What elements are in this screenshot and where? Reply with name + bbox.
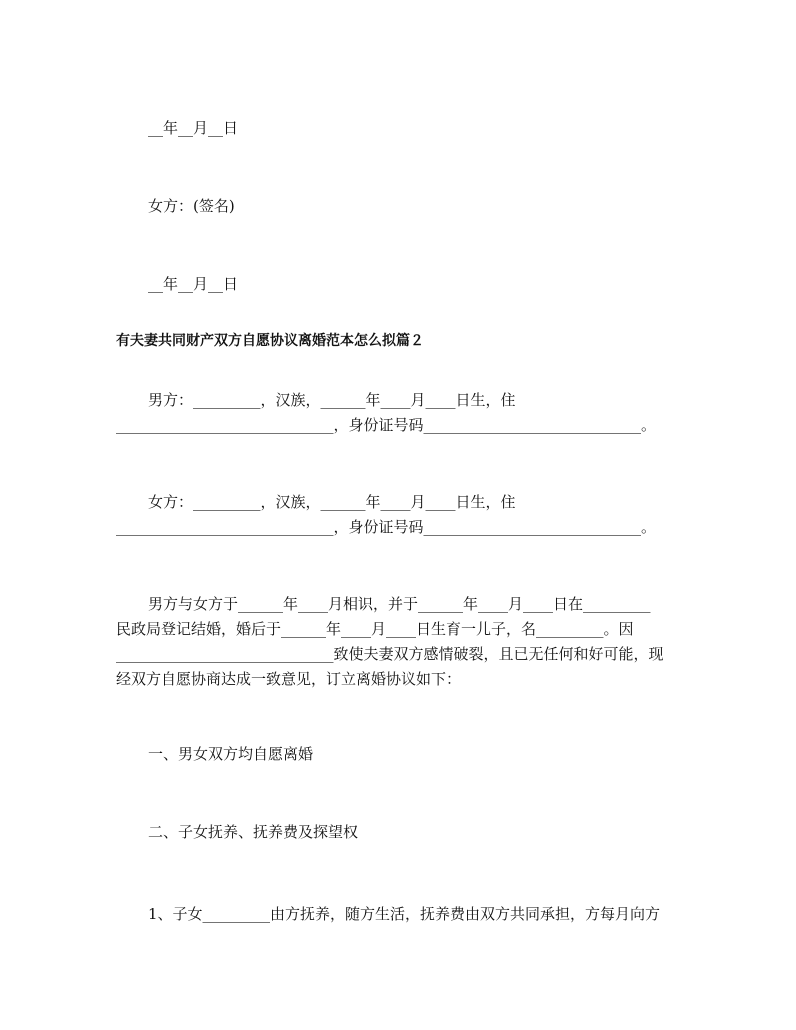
paragraph-line-1: 男方与女方于______年____月相识，并于______年____月____日在_________ xyxy=(148,595,651,613)
male-info-line-2: _____________________________，身份证号码_____________________________。 xyxy=(116,416,657,434)
date-line-1: __年__月__日 xyxy=(148,119,239,137)
female-info-line-2: _____________________________，身份证号码_____________________________。 xyxy=(116,518,657,536)
section-heading: 有夫妻共同财产双方自愿协议离婚范本怎么拟篇２ xyxy=(116,333,424,349)
female-signature-line: 女方：(签名) xyxy=(148,197,235,215)
item-one: 1、子女_________由方抚养，随方生活，抚养费由双方共同承担，方每月向方 xyxy=(148,905,661,923)
paragraph-line-4: 经双方自愿协商达成一致意见，订立离婚协议如下： xyxy=(116,670,462,688)
date-line-2: __年__月__日 xyxy=(148,275,239,293)
male-info-line-1: 男方：_________，汉族，______年____月____日生，住 xyxy=(148,391,516,409)
paragraph-line-2: 民政局登记结婚，婚后于______年____月____日生育一儿子，名_________。因 xyxy=(116,620,634,638)
female-info-line-1: 女方：_________，汉族，______年____月____日生，住 xyxy=(148,493,516,511)
section-two: 二、子女抚养、抚养费及探望权 xyxy=(148,823,359,841)
paragraph-line-3: _____________________________致使夫妻双方感情破裂，且已无任何和好可能，现 xyxy=(116,645,664,663)
section-one: 一、男女双方均自愿离婚 xyxy=(148,745,314,763)
